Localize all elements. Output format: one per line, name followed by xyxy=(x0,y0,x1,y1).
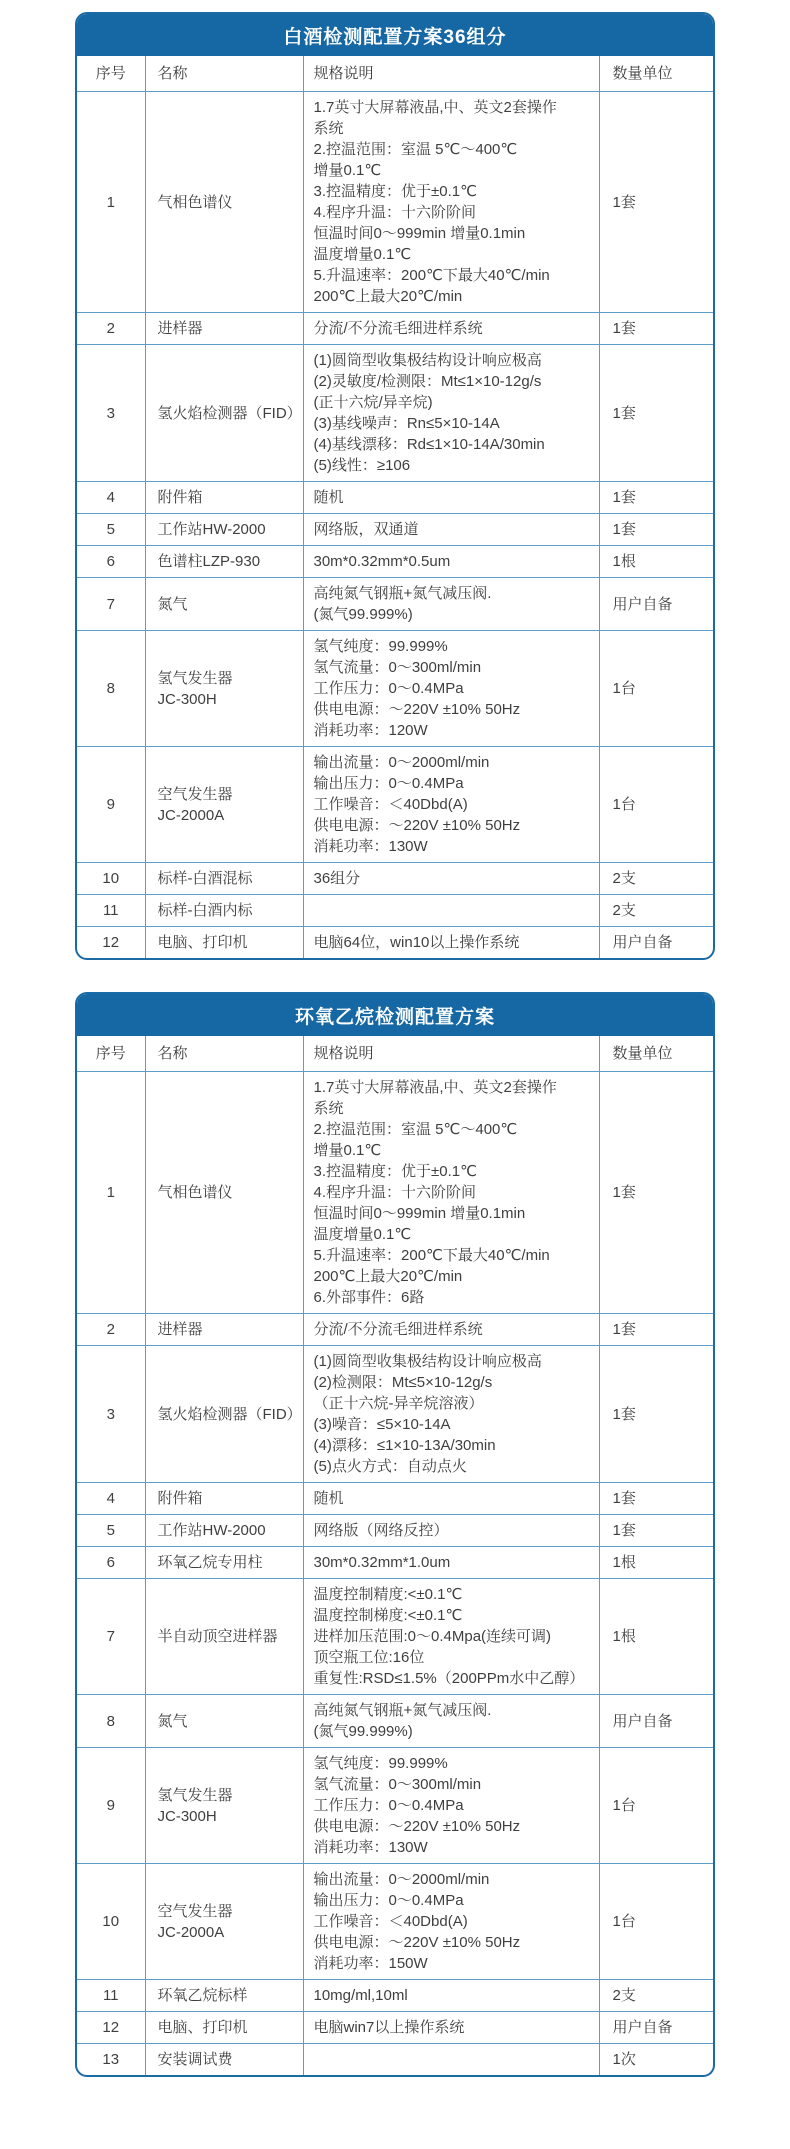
item-name-cell xyxy=(145,747,303,863)
table-row xyxy=(77,1314,713,1346)
item-name-line: 工作站HW-2000 xyxy=(157,521,266,538)
item-name-line: 氮气 xyxy=(157,1712,188,1730)
row-number-cell: 12 xyxy=(77,2012,145,2044)
row-number-cell: 6 xyxy=(77,546,145,578)
table-row xyxy=(77,1547,713,1579)
qty-cell: 1套 xyxy=(599,1515,713,1547)
qty-cell: 2支 xyxy=(599,895,713,927)
table-row xyxy=(77,1515,713,1547)
table-title-ethylene-oxide: 环氧乙烷检测配置方案 xyxy=(77,994,713,1036)
row-number-cell: 4 xyxy=(77,482,145,514)
table-row xyxy=(77,92,713,313)
qty-cell: 1根 xyxy=(599,546,713,578)
qty-cell: 1套 xyxy=(599,1346,713,1483)
config-table-card-baijiu xyxy=(75,12,715,960)
table-row xyxy=(77,895,713,927)
item-name-line: 标样-白酒内标 xyxy=(157,902,253,919)
row-number-cell: 1 xyxy=(77,1072,145,1314)
spec-line: 5.升温速率：200℃下最大40℃/min xyxy=(313,1247,550,1264)
spec-line: 2.控温范围：室温 5℃～400℃ xyxy=(313,1121,518,1138)
item-name-line: 附件箱 xyxy=(157,1490,203,1507)
item-name-line: 附件箱 xyxy=(157,489,203,506)
spec-line: (4)基线漂移：Rd≤1×10-14A/30min xyxy=(313,436,545,453)
item-name-cell xyxy=(145,2044,303,2076)
spec-table-baijiu xyxy=(77,56,713,958)
spec-cell xyxy=(303,1314,599,1346)
table-row xyxy=(77,514,713,546)
spec-line: 消耗功率：150W xyxy=(313,1955,428,1972)
row-number-cell: 11 xyxy=(77,1980,145,2012)
table-row xyxy=(77,1864,713,1980)
spec-line: (正十六烷/异辛烷) xyxy=(313,394,433,411)
spec-line: 输出压力：0～0.4MPa xyxy=(313,775,464,792)
row-number-cell: 9 xyxy=(77,1748,145,1864)
spec-line: 6.外部事件：6路 xyxy=(313,1289,425,1306)
row-number-cell: 2 xyxy=(77,313,145,345)
spec-line: 进样加压范围:0～0.4Mpa(连续可调) xyxy=(313,1628,552,1645)
column-header-name: 名称 xyxy=(145,56,303,92)
row-number-cell: 8 xyxy=(77,1695,145,1748)
spec-line: (5)点火方式：自动点火 xyxy=(313,1458,467,1475)
spec-cell xyxy=(303,1695,599,1748)
spec-line: 输出流量：0～2000ml/min xyxy=(313,754,490,771)
qty-cell: 1台 xyxy=(599,631,713,747)
item-name-cell xyxy=(145,313,303,345)
column-header-spec: 规格说明 xyxy=(303,1036,599,1072)
spec-cell xyxy=(303,1864,599,1980)
row-number-cell: 3 xyxy=(77,1346,145,1483)
qty-cell: 2支 xyxy=(599,1980,713,2012)
item-name-line: 氢气发生器 xyxy=(157,669,233,687)
spec-cell xyxy=(303,927,599,959)
item-name-line: 气相色谱仪 xyxy=(157,1184,233,1201)
item-name-cell xyxy=(145,863,303,895)
item-name-line: 空气发生器 xyxy=(157,785,233,803)
table-row xyxy=(77,2012,713,2044)
spec-cell xyxy=(303,2012,599,2044)
spec-line: 氢气流量：0～300ml/min xyxy=(313,1776,482,1793)
spec-line: 温度增量0.1℃ xyxy=(313,1226,412,1243)
qty-cell: 2支 xyxy=(599,863,713,895)
qty-cell: 1台 xyxy=(599,747,713,863)
qty-cell: 1套 xyxy=(599,1483,713,1515)
item-name-cell xyxy=(145,1515,303,1547)
item-name-cell xyxy=(145,546,303,578)
item-name-line: 氢火焰检测器（FID） xyxy=(157,1405,302,1423)
spec-cell xyxy=(303,631,599,747)
spec-cell xyxy=(303,578,599,631)
spec-cell xyxy=(303,345,599,482)
item-name-cell xyxy=(145,345,303,482)
column-header-qty: 数量单位 xyxy=(599,1036,713,1072)
qty-cell: 1次 xyxy=(599,2044,713,2076)
header-row xyxy=(77,56,713,92)
row-number-cell: 6 xyxy=(77,1547,145,1579)
spec-line: 网络版（网络反控） xyxy=(313,1522,449,1539)
qty-cell: 1套 xyxy=(599,482,713,514)
spec-line: 1.7英寸大屏幕液晶,中、英文2套操作 xyxy=(313,99,557,116)
spec-line: 氢气纯度：99.999% xyxy=(313,1755,448,1772)
spec-cell xyxy=(303,1515,599,1547)
spec-line: 高纯氮气钢瓶+氮气减压阀. xyxy=(313,1702,492,1719)
row-number-cell: 5 xyxy=(77,514,145,546)
table-row xyxy=(77,1579,713,1695)
qty-cell: 1套 xyxy=(599,345,713,482)
item-name-cell xyxy=(145,2012,303,2044)
spec-line: 恒温时间0～999min 增量0.1min xyxy=(313,225,526,242)
table-row xyxy=(77,546,713,578)
item-name-cell xyxy=(145,927,303,959)
spec-line: 10mg/ml,10ml xyxy=(313,1987,408,2004)
spec-line: 分流/不分流毛细进样系统 xyxy=(313,1321,483,1338)
row-number-cell: 7 xyxy=(77,578,145,631)
spec-cell xyxy=(303,546,599,578)
row-number-cell: 8 xyxy=(77,631,145,747)
spec-line: 增量0.1℃ xyxy=(313,1142,382,1159)
spec-line: 4.程序升温：十六阶阶间 xyxy=(313,204,477,221)
spec-line: 输出压力：0～0.4MPa xyxy=(313,1892,464,1909)
spec-cell xyxy=(303,313,599,345)
item-name-line: 环氧乙烷专用柱 xyxy=(157,1554,263,1571)
spec-cell xyxy=(303,1547,599,1579)
spec-line: 200℃上最大20℃/min xyxy=(313,1268,463,1285)
spec-line: 消耗功率：130W xyxy=(313,1839,428,1856)
spec-cell xyxy=(303,1980,599,2012)
item-name-line: 标样-白酒混标 xyxy=(157,870,253,887)
spec-line: 1.7英寸大屏幕液晶,中、英文2套操作 xyxy=(313,1079,557,1096)
spec-line: 消耗功率：130W xyxy=(313,838,428,855)
spec-cell xyxy=(303,1483,599,1515)
table-row xyxy=(77,747,713,863)
spec-line: 增量0.1℃ xyxy=(313,162,382,179)
spec-line: 200℃上最大20℃/min xyxy=(313,288,463,305)
spec-line: 随机 xyxy=(313,489,344,506)
spec-line: 温度控制精度:<±0.1℃ xyxy=(313,1586,463,1603)
qty-cell: 1根 xyxy=(599,1547,713,1579)
spec-cell xyxy=(303,747,599,863)
spec-cell xyxy=(303,92,599,313)
spec-cell xyxy=(303,1579,599,1695)
spec-line: 3.控温精度：优于±0.1℃ xyxy=(313,183,477,200)
row-number-cell: 7 xyxy=(77,1579,145,1695)
spec-line: 工作噪音：＜40Dbd(A) xyxy=(313,1913,468,1930)
row-number-cell: 9 xyxy=(77,747,145,863)
spec-line: 供电电源：～220V ±10% 50Hz xyxy=(313,701,521,718)
item-name-cell xyxy=(145,631,303,747)
qty-cell: 用户自备 xyxy=(599,2012,713,2044)
table-row xyxy=(77,345,713,482)
spec-line: 氢气纯度：99.999% xyxy=(313,638,448,655)
table-row xyxy=(77,927,713,959)
item-name-cell xyxy=(145,1547,303,1579)
spec-cell xyxy=(303,514,599,546)
row-number-cell: 1 xyxy=(77,92,145,313)
item-name-cell xyxy=(145,1314,303,1346)
column-header-no: 序号 xyxy=(77,56,145,92)
spec-line: (2)灵敏度/检测限：Mt≤1×10-12g/s xyxy=(313,373,542,390)
table-row xyxy=(77,313,713,345)
spec-table-ethylene-oxide xyxy=(77,1036,713,2075)
item-name-line: JC-2000A xyxy=(157,1923,225,1941)
item-name-cell xyxy=(145,92,303,313)
spec-cell xyxy=(303,482,599,514)
item-name-line: 气相色谱仪 xyxy=(157,193,233,211)
spec-line: 消耗功率：120W xyxy=(313,722,428,739)
spec-line: 供电电源：～220V ±10% 50Hz xyxy=(313,817,521,834)
spec-line: 恒温时间0～999min 增量0.1min xyxy=(313,1205,526,1222)
spec-line: (氮气99.999%) xyxy=(313,1723,413,1740)
item-name-line: 进样器 xyxy=(157,320,203,337)
column-header-no: 序号 xyxy=(77,1036,145,1072)
item-name-line: 氮气 xyxy=(157,595,188,613)
item-name-line: 环氧乙烷标样 xyxy=(157,1987,248,2004)
spec-line: (1)圆筒型收集极结构设计响应极高 xyxy=(313,1353,542,1370)
item-name-line: 安装调试费 xyxy=(157,2051,233,2068)
spec-line: 2.控温范围：室温 5℃～400℃ xyxy=(313,141,518,158)
item-name-line: 电脑、打印机 xyxy=(157,2019,248,2036)
table-row xyxy=(77,1695,713,1748)
table-row xyxy=(77,482,713,514)
spec-line: 顶空瓶工位:16位 xyxy=(313,1649,425,1666)
spec-line: 氢气流量：0～300ml/min xyxy=(313,659,482,676)
spec-cell xyxy=(303,863,599,895)
qty-cell: 1套 xyxy=(599,313,713,345)
column-header-name: 名称 xyxy=(145,1036,303,1072)
row-number-cell: 10 xyxy=(77,863,145,895)
qty-cell: 用户自备 xyxy=(599,1695,713,1748)
column-header-qty: 数量单位 xyxy=(599,56,713,92)
table-row xyxy=(77,1748,713,1864)
qty-cell: 1套 xyxy=(599,1072,713,1314)
spec-line: (3)噪音：≤5×10-14A xyxy=(313,1416,451,1433)
spec-line: (1)圆筒型收集极结构设计响应极高 xyxy=(313,352,542,369)
spec-cell xyxy=(303,1346,599,1483)
item-name-line: JC-300H xyxy=(157,690,217,708)
item-name-line: JC-300H xyxy=(157,1807,217,1825)
spec-line: 电脑64位，win10以上操作系统 xyxy=(313,934,520,951)
table-row xyxy=(77,1072,713,1314)
spec-line: 工作噪音：＜40Dbd(A) xyxy=(313,796,468,813)
item-name-cell xyxy=(145,1579,303,1695)
qty-cell: 用户自备 xyxy=(599,927,713,959)
spec-cell xyxy=(303,2044,599,2076)
table-row xyxy=(77,578,713,631)
row-number-cell: 11 xyxy=(77,895,145,927)
table-row xyxy=(77,2044,713,2076)
header-row xyxy=(77,1036,713,1072)
item-name-line: 空气发生器 xyxy=(157,1902,233,1920)
qty-cell: 1套 xyxy=(599,514,713,546)
spec-line: 3.控温精度：优于±0.1℃ xyxy=(313,1163,477,1180)
spec-line: (3)基线噪声：Rn≤5×10-14A xyxy=(313,415,500,432)
item-name-line: 色谱柱LZP-930 xyxy=(157,553,261,570)
spec-line: 供电电源：～220V ±10% 50Hz xyxy=(313,1934,521,1951)
config-table-card-ethylene-oxide xyxy=(75,992,715,2077)
item-name-cell xyxy=(145,482,303,514)
table-row xyxy=(77,1980,713,2012)
item-name-cell xyxy=(145,1072,303,1314)
spec-line: (2)检测限：Mt≤5×10-12g/s xyxy=(313,1374,493,1391)
item-name-cell xyxy=(145,1980,303,2012)
item-name-line: 氢火焰检测器（FID） xyxy=(157,404,302,422)
spec-line: 高纯氮气钢瓶+氮气减压阀. xyxy=(313,585,492,602)
qty-cell: 1台 xyxy=(599,1748,713,1864)
item-name-line: 进样器 xyxy=(157,1321,203,1338)
spec-cell xyxy=(303,1748,599,1864)
spec-cell xyxy=(303,1072,599,1314)
spec-line: 温度控制梯度:<±0.1℃ xyxy=(313,1607,463,1624)
item-name-line: JC-2000A xyxy=(157,806,225,824)
spec-line: 30m*0.32mm*1.0um xyxy=(313,1554,451,1571)
spec-line: 温度增量0.1℃ xyxy=(313,246,412,263)
item-name-cell xyxy=(145,578,303,631)
table-title-baijiu: 白酒检测配置方案36组分 xyxy=(77,14,713,56)
row-number-cell: 12 xyxy=(77,927,145,959)
spec-cell xyxy=(303,895,599,927)
column-header-spec: 规格说明 xyxy=(303,56,599,92)
item-name-cell xyxy=(145,1346,303,1483)
table-row xyxy=(77,1346,713,1483)
row-number-cell: 4 xyxy=(77,1483,145,1515)
row-number-cell: 2 xyxy=(77,1314,145,1346)
item-name-cell xyxy=(145,895,303,927)
row-number-cell: 3 xyxy=(77,345,145,482)
item-name-line: 半自动顶空进样器 xyxy=(157,1628,278,1645)
spec-line: 系统 xyxy=(313,120,344,137)
qty-cell: 1套 xyxy=(599,1314,713,1346)
item-name-cell xyxy=(145,1695,303,1748)
spec-line: 电脑win7以上操作系统 xyxy=(313,2019,465,2036)
spec-line: 工作压力：0～0.4MPa xyxy=(313,1797,464,1814)
item-name-line: 氢气发生器 xyxy=(157,1786,233,1804)
item-name-cell xyxy=(145,1748,303,1864)
row-number-cell: 5 xyxy=(77,1515,145,1547)
spec-line: 工作压力：0～0.4MPa xyxy=(313,680,464,697)
item-name-cell xyxy=(145,514,303,546)
item-name-cell xyxy=(145,1864,303,1980)
spec-line: (5)线性：≥106 xyxy=(313,457,411,474)
spec-line: 输出流量：0～2000ml/min xyxy=(313,1871,490,1888)
spec-line: 4.程序升温：十六阶阶间 xyxy=(313,1184,477,1201)
spec-line: 重复性:RSD≤1.5%（200PPm水中乙醇） xyxy=(313,1670,585,1687)
row-number-cell: 10 xyxy=(77,1864,145,1980)
qty-cell: 1台 xyxy=(599,1864,713,1980)
item-name-line: 工作站HW-2000 xyxy=(157,1522,266,1539)
spec-line: （正十六烷-异辛烷溶液） xyxy=(313,1395,484,1412)
row-number-cell: 13 xyxy=(77,2044,145,2076)
spec-line: 网络版，双通道 xyxy=(313,521,419,538)
item-name-cell xyxy=(145,1483,303,1515)
spec-line: 供电电源：～220V ±10% 50Hz xyxy=(313,1818,521,1835)
spec-line: 30m*0.32mm*0.5um xyxy=(313,553,451,570)
table-row xyxy=(77,631,713,747)
spec-line: 36组分 xyxy=(313,870,361,887)
table-row xyxy=(77,863,713,895)
qty-cell: 用户自备 xyxy=(599,578,713,631)
spec-line: 系统 xyxy=(313,1100,344,1117)
table-row xyxy=(77,1483,713,1515)
item-name-line: 电脑、打印机 xyxy=(157,934,248,951)
spec-line: (氮气99.999%) xyxy=(313,606,413,623)
qty-cell: 1套 xyxy=(599,92,713,313)
spec-line: (4)漂移：≤1×10-13A/30min xyxy=(313,1437,496,1454)
spec-line: 随机 xyxy=(313,1490,344,1507)
spec-line: 分流/不分流毛细进样系统 xyxy=(313,320,483,337)
spec-line: 5.升温速率：200℃下最大40℃/min xyxy=(313,267,550,284)
qty-cell: 1根 xyxy=(599,1579,713,1695)
